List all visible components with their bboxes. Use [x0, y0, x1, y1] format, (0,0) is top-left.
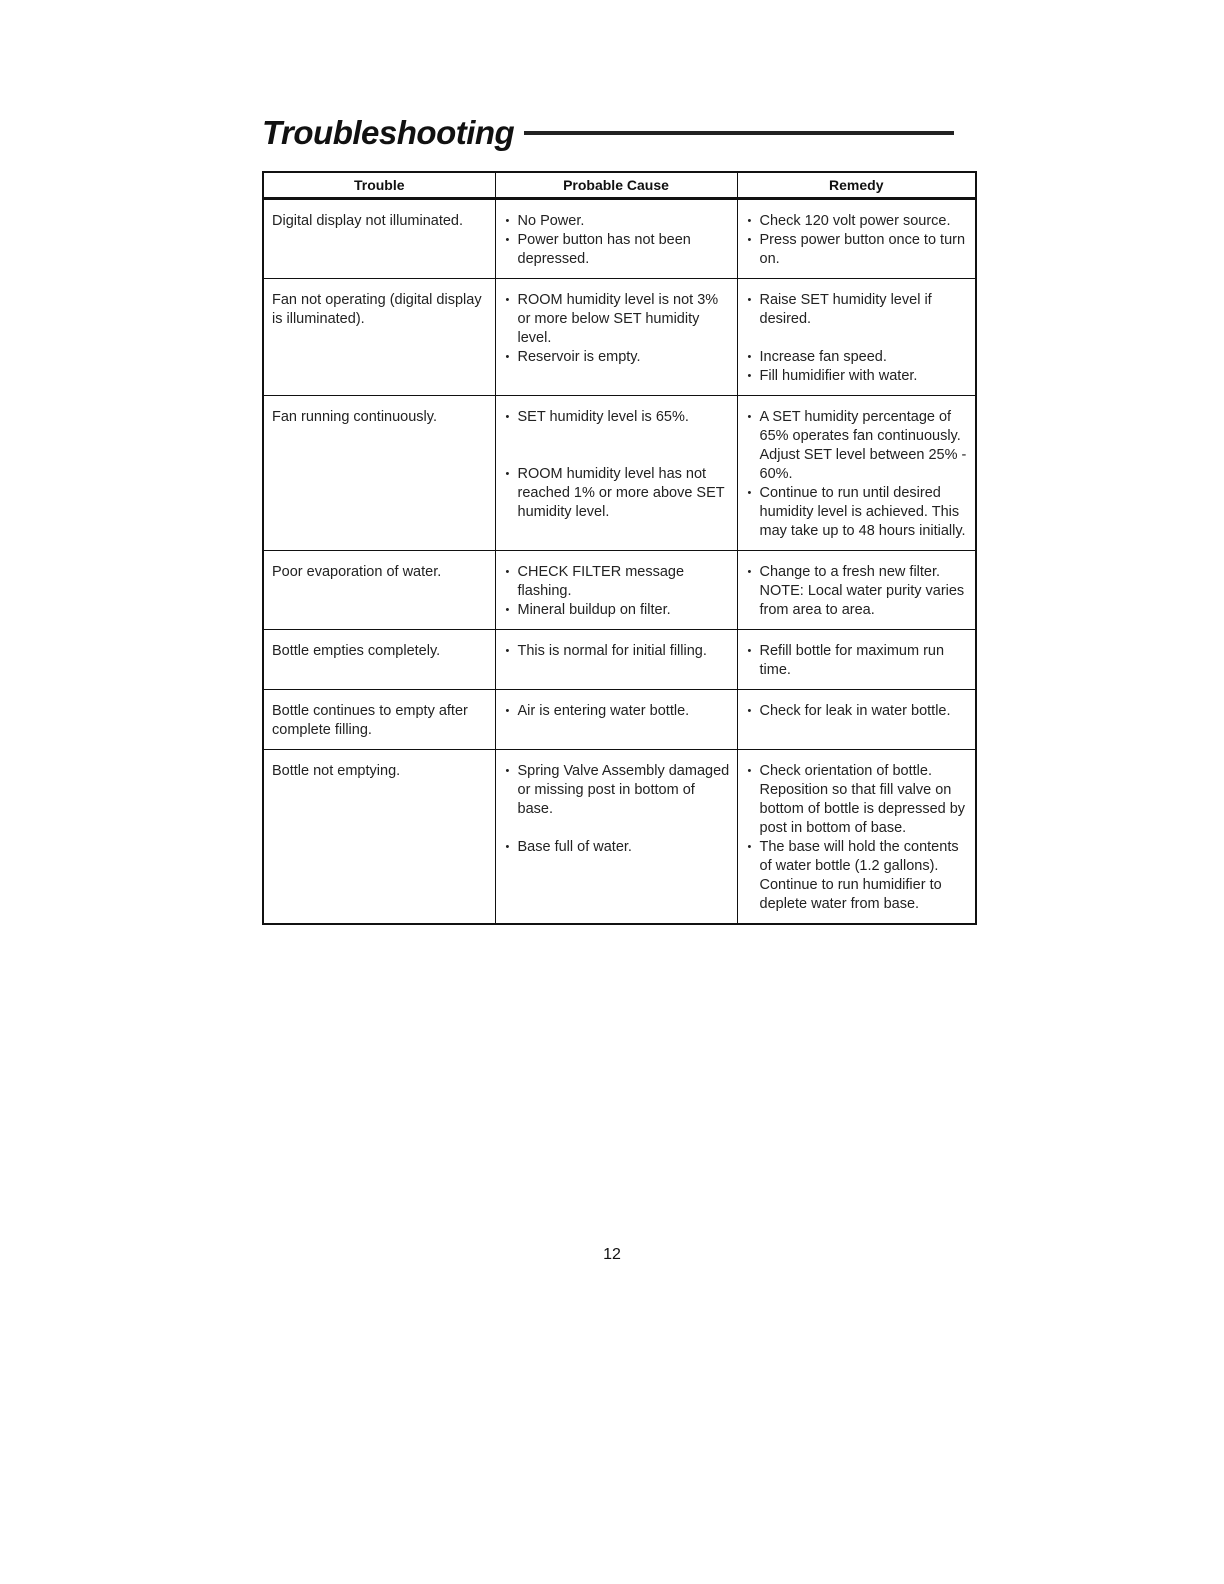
spacer [504, 427, 731, 465]
remedy-cell [737, 690, 976, 750]
cause-item: • Spring Valve Assembly damaged or missing post in bottom of base. [504, 762, 731, 819]
remedy-item: • Increase fan speed. [746, 348, 970, 367]
cause-cell [495, 396, 737, 551]
cause-item: • Air is entering water bottle. [504, 702, 731, 721]
remedy-cell [737, 551, 976, 630]
cause-item: • ROOM humidity level has not reached 1% or more above SET humidity level. [504, 465, 731, 522]
page-number: 12 [603, 1246, 621, 1263]
remedy-item: • Change to a fresh new filter. [746, 563, 970, 582]
trouble-cell: Fan running continuously. [263, 396, 495, 551]
cause-cell [495, 630, 737, 690]
remedy-item: • Raise SET humidity level if desired. [746, 291, 970, 329]
trouble-cell: Fan not operating (digital display is illuminated). [263, 279, 495, 396]
remedy-cell [737, 396, 976, 551]
trouble-cell: Bottle not emptying. [263, 750, 495, 925]
cause-item: • Mineral buildup on filter. [504, 601, 731, 620]
remedy-item: • Refill bottle for maximum run time. [746, 642, 970, 680]
remedy-cell [737, 199, 976, 279]
remedy-item: • Check orientation of bottle. Reposition so that fill valve on bottom of bottle is depressed by post in bottom of base. [746, 762, 970, 838]
table-row [263, 199, 976, 279]
remedy-item: • Check for leak in water bottle. [746, 702, 970, 721]
page-title: Troubleshooting [262, 114, 515, 151]
cause-item: • This is normal for initial filling. [504, 642, 731, 661]
table-row [263, 750, 976, 925]
table-header-row [263, 172, 976, 199]
remedy-cell [737, 750, 976, 925]
header-trouble: Trouble [263, 172, 495, 199]
table-row [263, 630, 976, 690]
table-row [263, 551, 976, 630]
cause-cell [495, 551, 737, 630]
troubleshooting-table [262, 171, 977, 925]
cause-cell [495, 199, 737, 279]
header-probable-cause: Probable Cause [495, 172, 737, 199]
trouble-cell: Digital display not illuminated. [263, 199, 495, 279]
remedy-item: • A SET humidity percentage of 65% operates fan continuously. Adjust SET level between 25% - 60%. [746, 408, 970, 484]
cause-item: • CHECK FILTER message flashing. [504, 563, 731, 601]
cause-item: • Power button has not been depressed. [504, 231, 731, 269]
table-row [263, 396, 976, 551]
cause-item: • Reservoir is empty. [504, 348, 731, 367]
trouble-cell: Bottle empties completely. [263, 630, 495, 690]
table-row [263, 279, 976, 396]
title-rule [524, 131, 954, 135]
remedy-item: • Check 120 volt power source. [746, 212, 970, 231]
cause-cell [495, 279, 737, 396]
cause-cell [495, 690, 737, 750]
cause-cell [495, 750, 737, 925]
cause-item: • Base full of water. [504, 838, 731, 857]
remedy-cell [737, 630, 976, 690]
trouble-cell: Bottle continues to empty after complete filling. [263, 690, 495, 750]
spacer [504, 819, 731, 838]
spacer [746, 329, 970, 348]
cause-item: • ROOM humidity level is not 3% or more below SET humidity level. [504, 291, 731, 348]
remedy-item: • Fill humidifier with water. [746, 367, 970, 386]
table-row [263, 690, 976, 750]
header-remedy: Remedy [737, 172, 976, 199]
remedy-item: • Press power button once to turn on. [746, 231, 970, 269]
remedy-note: NOTE: Local water purity varies from area to area. [759, 583, 965, 618]
remedy-cell [737, 279, 976, 396]
remedy-item: • The base will hold the contents of water bottle (1.2 gallons). Continue to run humidifier to deplete water from base. [746, 838, 970, 914]
trouble-cell: Poor evaporation of water. [263, 551, 495, 630]
cause-item: • SET humidity level is 65%. [504, 408, 731, 427]
remedy-item: • Continue to run until desired humidity level is achieved. This may take up to 48 hours initially. [746, 484, 970, 541]
cause-item: • No Power. [504, 212, 731, 231]
